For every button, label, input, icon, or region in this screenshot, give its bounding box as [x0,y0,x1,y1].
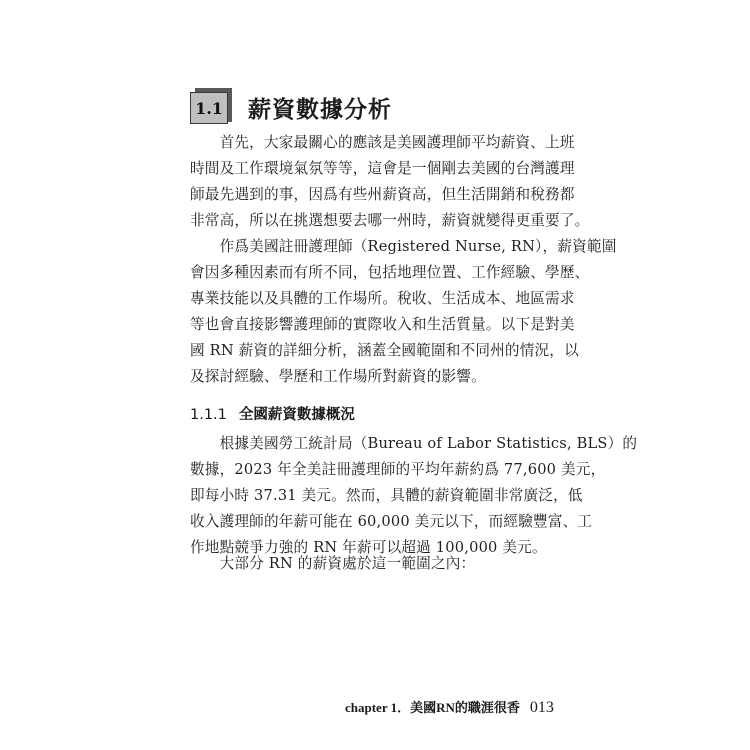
text-line: 作爲美國註冊護理師（Registered Nurse, RN），薪資範圍 [190,238,617,255]
text-line: 專業技能以及具體的工作場所。稅收、生活成本、地區需求 [190,290,575,307]
text-line: 大部分 RN 的薪資處於這一範圍之內： [190,555,476,572]
text-line: 非常高，所以在挑選想要去哪一州時，薪資就變得更重要了。 [190,212,590,229]
subsection-title: 全國薪資數據概況 [238,407,355,423]
text-line: 等也會直接影響護理師的實際收入和生活質量。以下是對美 [190,316,575,333]
text-line: 數據，2023 年全美註冊護理師的平均年薪約爲 77,600 美元， [190,461,606,478]
text-line: 國 RN 薪資的詳細分析，涵蓋全國範圍和不同州的情況，以 [190,342,579,359]
text-line: 師最先遇到的事，因爲有些州薪資高，但生活開銷和稅務都 [190,186,575,203]
section-number: 1.1 [190,92,228,124]
text-line: 作地點競爭力強的 RN 年薪可以超過 100,000 美元。 [190,539,547,556]
paragraph-intro [190,130,590,234]
text-line: 首先，大家最關心的應該是美國護理師平均薪資、上班 [190,134,575,151]
text-line: 時間及工作環境氣氛等等，這會是一個剛去美國的台灣護理 [190,160,575,177]
paragraph-overview [190,234,617,390]
text-line: 收入護理師的年薪可能在 60,000 美元以下，而經驗豐富、工 [190,513,593,530]
subsection-heading [190,403,355,424]
paragraph-bls-data [190,431,638,561]
text-line: 會因多種因素而有所不同，包括地理位置、工作經驗、學歷、 [190,264,590,281]
subsection-number: 1.1.1 [190,407,227,423]
section-number-badge [190,88,232,124]
text-line: 及探討經驗、學歷和工作場所對薪資的影響。 [190,368,486,385]
running-chapter-title: chapter 1．美國RN的職涯很香 [345,700,520,715]
text-line: 即每小時 37.31 美元。然而，具體的薪資範圍非常廣泛，低 [190,487,583,504]
paragraph-range-intro [190,551,562,577]
text-line: 根據美國勞工統計局（Bureau of Labor Statistics, BLS）的 [190,435,638,452]
page-number: 013 [529,699,554,716]
section-title: 薪資數據分析 [248,97,392,123]
page-footer [345,697,554,717]
